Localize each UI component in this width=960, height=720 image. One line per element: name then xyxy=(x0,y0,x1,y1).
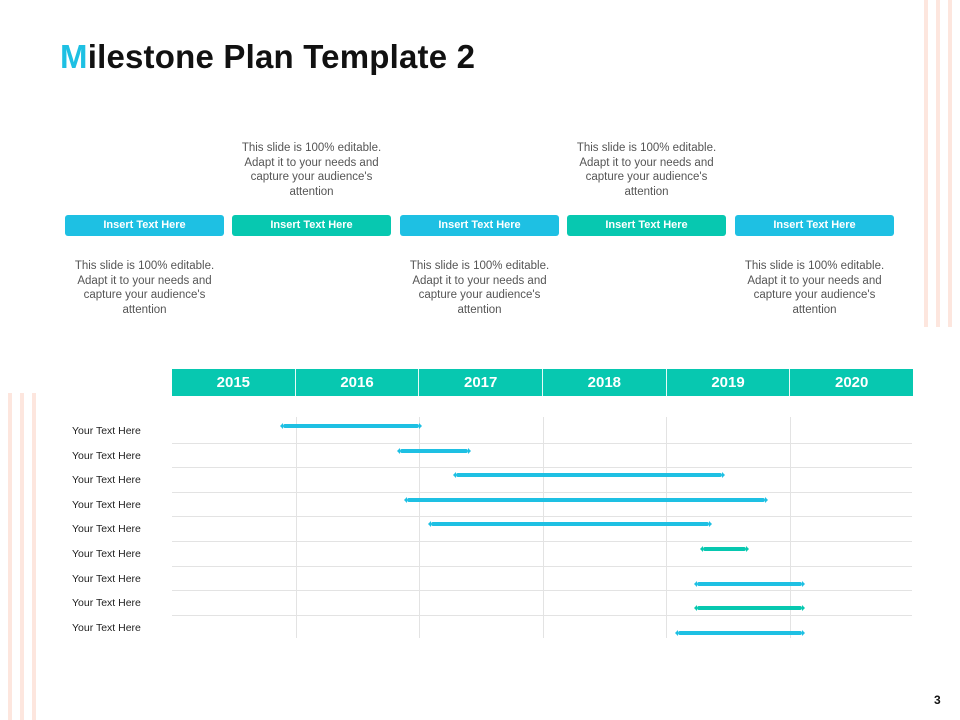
decor-stripe-left-2 xyxy=(20,393,24,720)
gantt-bar xyxy=(431,522,709,526)
row-label: Your Text Here xyxy=(72,621,141,634)
title-first-letter: M xyxy=(60,38,88,75)
year-cell: 2017 xyxy=(419,369,543,396)
gantt-bar xyxy=(703,547,746,551)
gantt-bar xyxy=(697,582,802,586)
row-label: Your Text Here xyxy=(72,425,141,437)
milestone-description: This slide is 100% editable. Adapt it to your needs and capture your audience's attention xyxy=(409,260,550,316)
milestone-description: This slide is 100% editable. Adapt it to your needs and capture your audience's attention xyxy=(576,142,717,198)
row-label: Your Text Here xyxy=(72,523,141,536)
milestone-description: This slide is 100% editable. Adapt it to your needs and capture your audience's attention xyxy=(74,260,215,316)
grid-line-horizontal xyxy=(172,615,912,616)
row-label: Your Text Here xyxy=(72,572,141,585)
page-title xyxy=(60,38,475,76)
milestone-label: Insert Text Here xyxy=(232,215,391,236)
gantt-bar xyxy=(456,473,722,477)
grid-line-horizontal xyxy=(172,541,912,542)
grid-line-vertical xyxy=(296,417,297,638)
gantt-bar xyxy=(283,424,419,428)
grid-line-vertical xyxy=(543,417,544,638)
milestone-description: This slide is 100% editable. Adapt it to your needs and capture your audience's attention xyxy=(744,260,885,316)
gantt-bar xyxy=(697,606,802,610)
gantt-bar xyxy=(400,449,468,453)
grid-line-vertical xyxy=(666,417,667,638)
year-header xyxy=(172,369,913,396)
title-rest: ilestone Plan Template 2 xyxy=(87,38,476,75)
decor-stripe-left-3 xyxy=(32,393,36,720)
gantt-bar xyxy=(678,631,802,635)
milestone-label: Insert Text Here xyxy=(65,215,224,236)
row-label: Your Text Here xyxy=(72,597,141,610)
page-number: 3 xyxy=(934,693,941,707)
milestone-label: Insert Text Here xyxy=(567,215,726,236)
year-cell: 2015 xyxy=(172,369,296,396)
decor-stripe-left-1 xyxy=(8,393,12,720)
decor-stripe-right-2 xyxy=(936,0,940,327)
decor-stripe-right-3 xyxy=(948,0,952,327)
row-label: Your Text Here xyxy=(72,498,141,511)
row-label: Your Text Here xyxy=(72,449,141,462)
row-label: Your Text Here xyxy=(72,474,141,487)
year-cell: 2019 xyxy=(667,369,791,396)
grid-line-horizontal xyxy=(172,516,912,517)
grid-line-horizontal xyxy=(172,467,912,468)
milestone-description: This slide is 100% editable. Adapt it to your needs and capture your audience's attention xyxy=(241,142,382,198)
decor-stripe-right-1 xyxy=(924,0,928,327)
grid-line-vertical xyxy=(790,417,791,638)
milestone-label: Insert Text Here xyxy=(400,215,559,236)
row-label: Your Text Here xyxy=(72,548,141,560)
grid-line-horizontal xyxy=(172,492,912,493)
year-cell: 2018 xyxy=(543,369,667,396)
year-cell: 2020 xyxy=(835,374,869,391)
year-cell: 2016 xyxy=(296,369,420,396)
grid-line-horizontal xyxy=(172,443,912,444)
grid-line-horizontal xyxy=(172,590,912,591)
grid-line-horizontal xyxy=(172,566,912,567)
gantt-bar xyxy=(407,498,765,502)
milestone-label: Insert Text Here xyxy=(735,215,894,236)
